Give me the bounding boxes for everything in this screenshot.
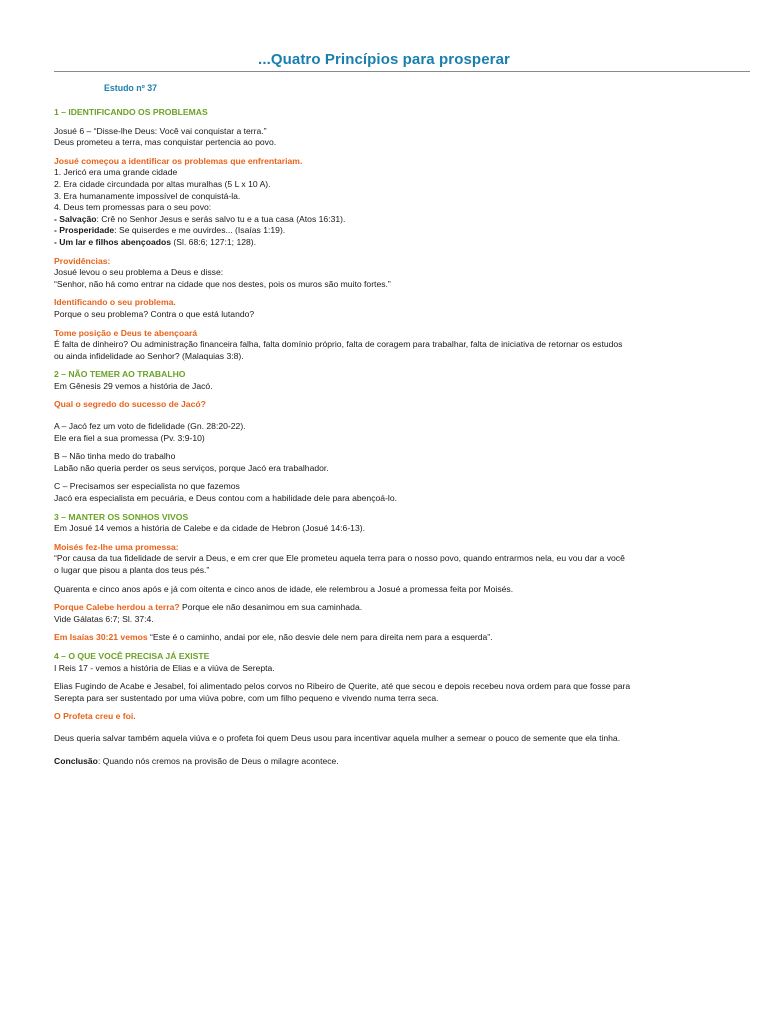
promise-text: : Crê no Senhor Jesus e serás salvo tu e a tua casa (Atos 16:31). xyxy=(96,213,346,224)
paragraph-line: A – Jacó fez um voto de fidelidade (Gn. 28:20-22). xyxy=(54,421,246,432)
promise-label: - Um lar e filhos abençoados xyxy=(54,236,171,247)
section-3-inherit xyxy=(54,602,754,625)
promise-item xyxy=(54,225,754,237)
paragraph-line: Labão não queria perder os seus serviços, porque Jacó era trabalhador. xyxy=(54,462,329,473)
list-item: 4. Deus tem promessas para o seu povo: xyxy=(54,202,212,213)
section-1-position xyxy=(54,328,754,363)
promise-text: : Se quiserdes e me ouvirdes... (Isaías 1:19). xyxy=(114,225,286,236)
section-1-intro xyxy=(54,126,754,149)
subheading-identify: Identificando o seu problema. xyxy=(54,297,176,308)
paragraph-line: Quarenta e cinco anos após e já com oitenta e cinco anos de idade, ele relembrou a Josué a promessa feita por Moisés. xyxy=(54,583,514,594)
study-number: Estudo nº 37 xyxy=(104,83,158,93)
section-2-point-b xyxy=(54,451,754,474)
paragraph-line: Vide Gálatas 6:7; Sl. 37:4. xyxy=(54,613,154,624)
paragraph-line: Deus queria salvar também aquela viúva e o profeta foi quem Deus usou para incentivar aquela mulher a semear o pouco de semente que ela tinha. xyxy=(54,732,621,743)
section-3-heading: 3 – MANTER OS SONHOS VIVOS xyxy=(54,511,189,522)
section-2-secret xyxy=(54,399,754,411)
paragraph-line: Serepta para ser sustentado por uma viúva pobre, com um filho pequeno e vivendo numa terra seca. xyxy=(54,692,439,703)
title-divider xyxy=(54,71,750,72)
paragraph-line xyxy=(54,632,754,644)
paragraph-line: o lugar que pisou a planta dos teus pés.” xyxy=(54,565,210,575)
list-item: 1. Jericó era uma grande cidade xyxy=(54,167,178,178)
paragraph-line: Deus prometeu a terra, mas conquistar pertencia ao povo. xyxy=(54,137,277,148)
subheading-providencias: Providências: xyxy=(54,255,111,266)
promise-item xyxy=(54,237,754,249)
promise-item xyxy=(54,214,754,226)
section-4-elias xyxy=(54,681,754,704)
section-3-isaiah xyxy=(54,632,754,644)
subheading-isaiah: Em Isaías 30:21 vemos xyxy=(54,632,148,643)
section-1-identify xyxy=(54,297,754,320)
subheading-secret: Qual o segredo do sucesso de Jacó? xyxy=(54,399,206,410)
inline-text: “Este é o caminho, andai por ele, não desvie dele nem para direita nem para a esquerda”. xyxy=(147,632,493,643)
paragraph-line: “Por causa da tua fidelidade de servir a Deus, e em crer que Ele prometeu aquela terra para o nosso povo, quando entrarmos nela, eu vou dar a você xyxy=(54,553,625,564)
section-3 xyxy=(54,512,754,535)
section-3-promise xyxy=(54,542,754,577)
paragraph-line: Porque o seu problema? Contra o que está lutando? xyxy=(54,308,255,319)
conclusion xyxy=(54,756,754,768)
conclusion-label: Conclusão xyxy=(54,755,98,766)
paragraph-line xyxy=(54,756,754,768)
paragraph-line: Ele era fiel a sua promessa (Pv. 3:9-10) xyxy=(54,432,205,443)
section-1-heading: 1 – IDENTIFICANDO OS PROBLEMAS xyxy=(54,107,208,117)
section-4-widow xyxy=(54,733,754,745)
promise-label: - Salvação xyxy=(54,213,97,224)
list-item: 3. Era humanamente impossível de conquistá-la. xyxy=(54,190,241,201)
section-4-prophet xyxy=(54,711,754,723)
conclusion-text: : Quando nós cremos na provisão de Deus o milagre acontece. xyxy=(97,755,339,766)
subheading-problems: Josué começou a identificar os problemas que enfrentariam. xyxy=(54,155,303,166)
document-body xyxy=(54,107,754,774)
section-1-heading-block xyxy=(54,107,754,119)
paragraph-line: I Reis 17 - vemos a história de Elias e a viúva de Serepta. xyxy=(54,662,275,673)
paragraph-line: “Senhor, não há como entrar na cidade que nos destes, pois os muros são muito fortes.” xyxy=(54,278,391,289)
section-4-heading: 4 – O QUE VOCÊ PRECISA JÁ EXISTE xyxy=(54,650,210,661)
paragraph-line: Em Josué 14 vemos a história de Calebe e da cidade de Hebron (Josué 14:6-13). xyxy=(54,523,365,534)
promise-label: - Prosperidade xyxy=(54,225,115,236)
paragraph-line: Jacó era especialista em pecuária, e Deus contou com a habilidade dele para abençoá-lo. xyxy=(54,493,398,504)
section-2-point-a xyxy=(54,421,754,444)
paragraph-line: C – Precisamos ser especialista no que fazemos xyxy=(54,481,240,492)
list-item: 2. Era cidade circundada por altas muralhas (5 L x 10 A). xyxy=(54,178,271,189)
section-1-providencias xyxy=(54,256,754,291)
section-2 xyxy=(54,369,754,392)
paragraph-line: Josué 6 – “Disse-lhe Deus: Você vai conquistar a terra.” xyxy=(54,125,267,136)
paragraph-line: Elias Fugindo de Acabe e Jesabel, foi alimentado pelos corvos no Ribeiro de Querite, até que secou e depois recebeu nova ordem para que fosse para xyxy=(54,681,631,692)
page-title: ...Quatro Princípios para prosperar xyxy=(258,51,510,68)
inline-text: Porque ele não desanimou em sua caminhada. xyxy=(179,602,363,613)
paragraph-line: É falta de dinheiro? Ou administração financeira falha, falta domínio próprio, falta de coragem para trabalhar, falta de iniciativa de retornar os estudos xyxy=(54,339,623,350)
paragraph-line: Josué levou o seu problema a Deus e disse: xyxy=(54,267,224,278)
section-1-problems xyxy=(54,156,754,249)
section-4 xyxy=(54,651,754,674)
paragraph-line: B – Não tinha medo do trabalho xyxy=(54,451,176,462)
subheading-prophet: O Profeta creu e foi. xyxy=(54,711,136,722)
paragraph-line: ou ainda infidelidade ao Senhor? (Malaquias 3:8). xyxy=(54,350,244,361)
promise-text: (Sl. 68:6; 127:1; 128). xyxy=(171,236,257,247)
subheading-inherit: Porque Calebe herdou a terra? xyxy=(54,602,180,613)
subheading-promise: Moisés fez-lhe uma promessa: xyxy=(54,541,179,552)
paragraph-line: Em Gênesis 29 vemos a história de Jacó. xyxy=(54,380,213,391)
section-2-point-c xyxy=(54,481,754,504)
section-3-forty-five xyxy=(54,584,754,596)
paragraph-line xyxy=(54,602,754,614)
subheading-position: Tome posição e Deus te abençoará xyxy=(54,327,198,338)
section-2-heading: 2 – NÃO TEMER AO TRABALHO xyxy=(54,369,186,380)
